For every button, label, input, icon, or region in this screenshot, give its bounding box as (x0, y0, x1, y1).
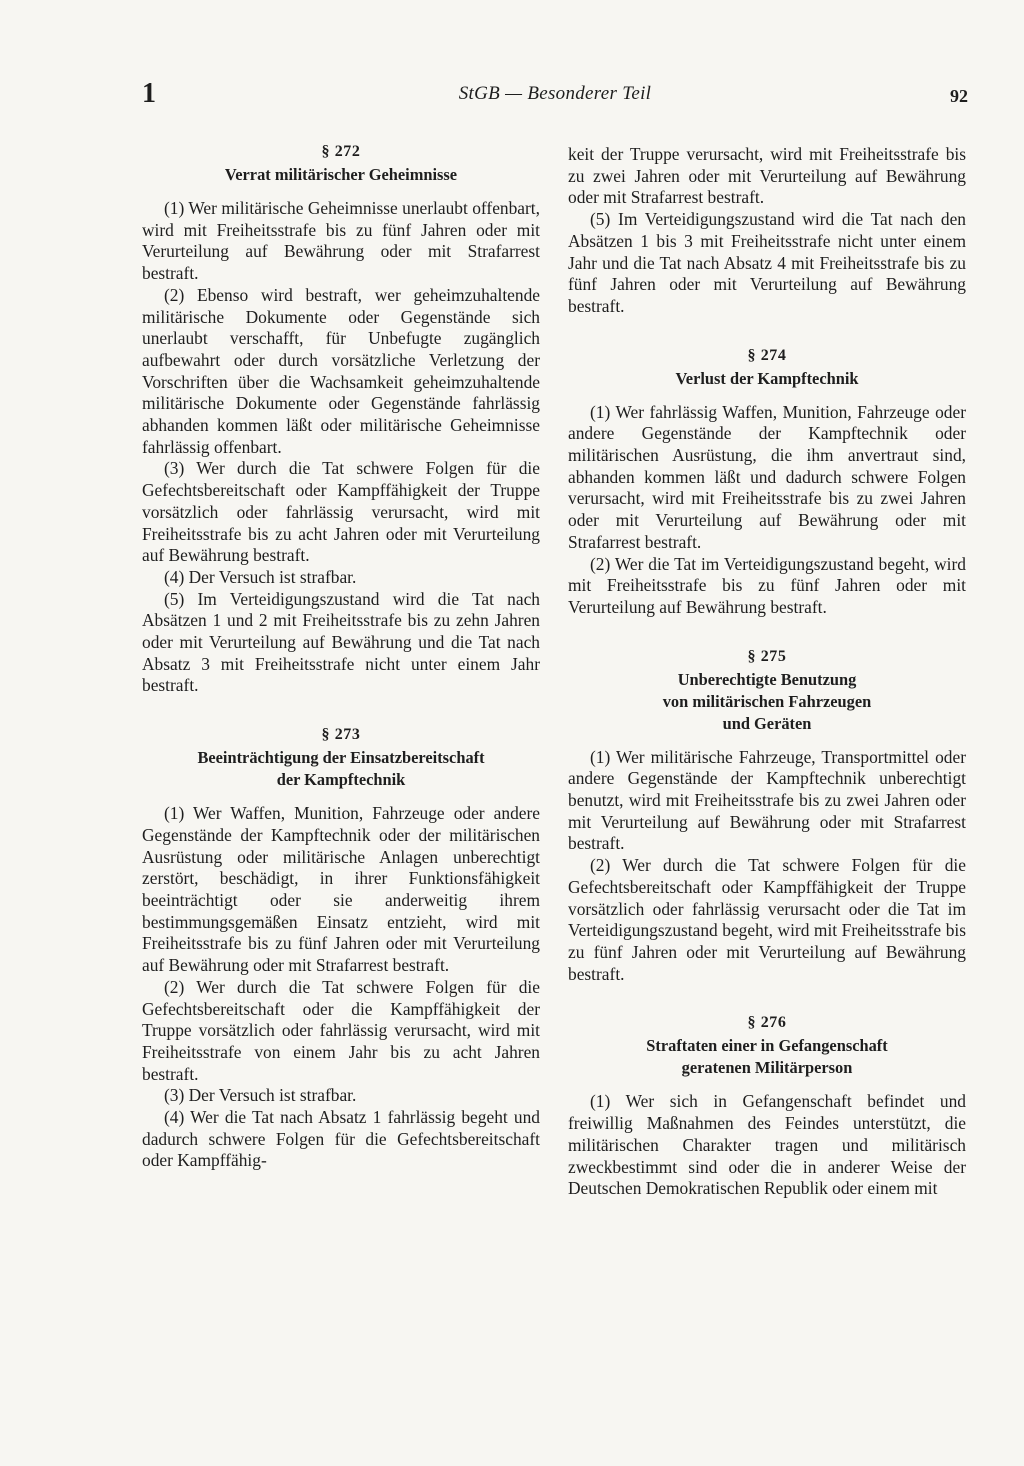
section-273-continued (568, 144, 966, 318)
section-number: § 273 (321, 726, 361, 744)
paragraph: (1) Wer militärische Fahrzeuge, Transportmittel oder andere Gegenstände der Kampftechnik unberechtigt benutzt, wird mit Freiheitsstrafe bis zu zwei Jahren oder mit Verurteilung auf Bewährung oder mit Strafarrest bestraft. (568, 746, 966, 854)
section-number: § 276 (747, 1014, 787, 1032)
running-title: StGB — Besonderer Teil (458, 83, 652, 104)
section-title-line: und Geräten (722, 713, 812, 733)
section-title: Verrat militärischer Geheimnisse (224, 165, 458, 184)
left-column (142, 140, 540, 1198)
paragraph: (1) Wer fahrlässig Waffen, Munition, Fahrzeuge oder andere Gegenstände der Kampftechnik oder militärischen Ausrüstung, die ihm anvertraut sind, abhanden kommen läßt und dadurch schwere Folgen verursacht, wird mit Freiheitsstrafe bis zu zwei Jahren oder mit Verurteilung auf Bewährung oder mit Strafarrest bestraft. (568, 401, 966, 552)
section-title (568, 669, 966, 735)
paragraph: (4) Der Versuch ist strafbar. (164, 566, 357, 587)
section-title-line: geratenen Militärperson (681, 1058, 853, 1078)
paragraph: (2) Wer durch die Tat schwere Folgen für die Gefechtsbereitschaft oder Kampffähigkeit der Truppe vorsätzlich oder fahrlässig verursacht oder die Tat im Verteidigungszustand begeht, wird mit Freiheitsstrafe bis zu fünf Jahren oder mit Verurteilung auf Bewährung bestraft. (568, 855, 966, 984)
paragraph: (5) Im Verteidigungszustand wird die Tat nach Absätzen 1 und 2 mit Freiheitsstrafe bis zu zehn Jahren oder mit Verurteilung auf Bewährung und die Tat nach Absatz 3 mit Freiheitsstrafe nicht unter einem Jahr bestraft. (142, 588, 540, 696)
paragraph: (4) Wer die Tat nach Absatz 1 fahrlässig begeht und dadurch schwere Folgen für die Gefechtsbereitschaft oder Kampffähig- (142, 1107, 540, 1171)
paragraph: (1) Wer Waffen, Munition, Fahrzeuge oder andere Gegenstände der Kampftechnik oder der militärischen Ausrüstung oder militärische Anlagen unberechtigt zerstört, beschädigt, in ihrer Funktionsfähigkeit beeinträchtigt oder sie anderweitig ihrem bestimmungsgemäßen Einsatz entzieht, wird mit Freiheitsstrafe bis zu fünf Jahren oder mit Verurteilung auf Bewährung oder mit Strafarrest bestraft. (142, 803, 540, 976)
section-title: Verlust der Kampftechnik (675, 368, 859, 388)
section-number: § 275 (747, 647, 787, 665)
section-title-line: Beeinträchtigung der Einsatzbereitschaft (197, 748, 485, 768)
paragraph: (2) Ebenso wird bestraft, wer geheimzuhaltende militärische Dokumente oder Gegenstände sich unerlaubt verschafft, für Unbefugte zugänglich aufbewahrt oder durch vorsätzliche Verletzung der Vorschriften über die Wachsamkeit geheimzuhaltende militärische Dokumente oder Gegenstände fahrlässig abhanden kommen läßt oder militärische Geheimnisse fahrlässig offenbart. (142, 284, 540, 457)
section-276 (568, 1011, 966, 1200)
paragraph: (5) Im Verteidigungszustand wird die Tat nach den Absätzen 1 bis 3 mit Freiheitsstrafe nicht unter einem Jahr und die Tat nach Absatz 4 mit Freiheitsstrafe bis zu fünf Jahren oder mit Verurteilung auf Bewährung bestraft. (568, 209, 966, 316)
section-title (142, 747, 540, 791)
section-title-line: Straftaten einer in Gefangenschaft (646, 1036, 888, 1056)
chapter-number: 1 (142, 78, 156, 109)
section-number: § 272 (321, 143, 361, 160)
paragraph: (1) Wer sich in Gefangenschaft befindet und freiwillig Maßnahmen des Feindes unterstützt, die militärischen Charakter tragen und militärisch zweckbestimmt sind oder die in anderer Weise der Deutschen Demokratischen Republik oder einem mit (568, 1091, 966, 1199)
right-column (568, 140, 966, 1226)
section-275 (568, 645, 966, 986)
section-title-line: Unberechtigte Benutzung (677, 669, 857, 689)
page-number: 92 (950, 86, 968, 106)
paragraph: (1) Wer militärische Geheimnisse unerlaubt offenbart, wird mit Freiheitsstrafe bis zu fünf Jahren oder mit Verurteilung auf Bewährung oder mit Strafarrest bestraft. (142, 198, 540, 284)
section-title-line: von militärischen Fahrzeugen (662, 691, 872, 711)
paragraph: keit der Truppe verursacht, wird mit Freiheitsstrafe bis zu zwei Jahren oder mit Verurteilung auf Bewährung oder mit Strafarrest bestraft. (568, 144, 966, 208)
paragraph: (2) Wer durch die Tat schwere Folgen für die Gefechtsbereitschaft oder die Kampffähigkeit der Truppe vorsätzlich oder fahrlässig verursacht, wird mit Freiheitsstrafe von einem Jahr bis zu acht Jahren bestraft. (142, 976, 540, 1084)
section-title-line: der Kampftechnik (276, 770, 406, 790)
section-number: § 274 (747, 346, 787, 364)
page-header (142, 76, 968, 112)
paragraph: (3) Der Versuch ist strafbar. (164, 1085, 357, 1106)
paragraph: (2) Wer die Tat im Verteidigungszustand begeht, wird mit Freiheitsstrafe bis zu fünf Jahren oder mit Verurteilung auf Bewährung bestraft. (568, 553, 966, 617)
section-273 (142, 723, 540, 1172)
section-272 (142, 140, 540, 697)
section-274 (568, 344, 966, 619)
paragraph: (3) Wer durch die Tat schwere Folgen für die Gefechtsbereitschaft oder Kampffähigkeit der Truppe vorsätzlich oder fahrlässig verursacht, wird mit Freiheitsstrafe bis zu acht Jahren oder mit Verurteilung auf Bewährung bestraft. (142, 458, 540, 566)
section-title (568, 1035, 966, 1079)
